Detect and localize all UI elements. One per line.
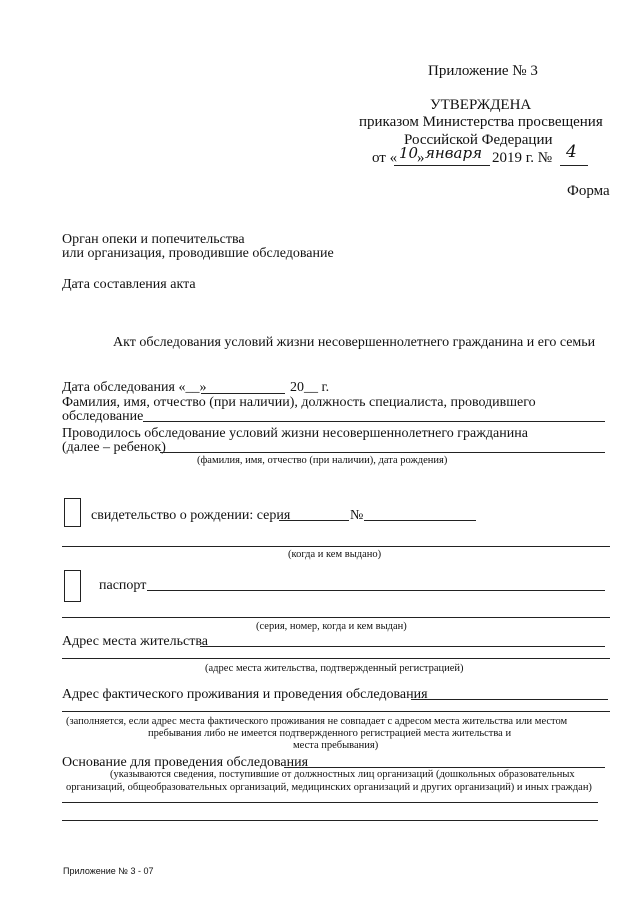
passport-note: (серия, номер, когда и кем выдан) xyxy=(256,621,407,632)
actual-address-line xyxy=(411,699,608,700)
quote-close: » xyxy=(417,150,425,166)
child-note: (фамилия, имя, отчество (при наличии), дата рождения) xyxy=(197,455,448,466)
child-label: Проводилось обследование условий жизни несовершеннолетнего гражданина xyxy=(62,426,528,441)
act-date-label: Дата составления акта xyxy=(62,277,196,292)
basis-note-1: (указываются сведения, поступившие от должностных лиц организаций (дошкольных образовательных xyxy=(110,769,575,780)
passport-checkbox[interactable] xyxy=(64,570,81,602)
specialist-label: Фамилия, имя, отчество (при наличии), должность специалиста, проводившего xyxy=(62,395,536,410)
actual-note-2: пребывания либо не имеется подтвержденного регистрацией места жительства и xyxy=(148,728,512,739)
form-label: Форма xyxy=(567,183,610,199)
handwritten-month: января xyxy=(425,144,483,162)
org-line1: Орган опеки и попечительства xyxy=(62,232,245,247)
birth-cert-number-line xyxy=(364,520,476,521)
basis-note-2: организаций, общеобразовательных организаций, медицинских организаций и других организаций) и иных граждан) xyxy=(66,782,592,793)
basis-line-3 xyxy=(62,820,598,821)
birth-cert-series-line xyxy=(279,520,349,521)
appendix-label: Приложение № 3 xyxy=(428,63,538,79)
birth-cert-note: (когда и кем выдано) xyxy=(288,549,382,560)
exam-date-label: Дата обследования «__» xyxy=(62,380,207,395)
passport-line-2 xyxy=(62,617,610,618)
child-line xyxy=(160,452,605,453)
actual-address-line-2 xyxy=(62,711,610,712)
birth-cert-number-sign: № xyxy=(350,508,364,523)
page-footer: Приложение № 3 - 07 xyxy=(63,866,154,876)
act-title: Акт обследования условий жизни несовершеннолетнего гражданина и его семьи xyxy=(113,335,596,350)
exam-month-line xyxy=(201,393,285,394)
approved-heading: УТВЕРЖДЕНА xyxy=(430,97,532,113)
actual-note-1: (заполняется, если адрес места фактического проживания не совпадает с адресом места жительства или местом xyxy=(66,716,568,727)
passport-label: паспорт xyxy=(99,578,147,593)
order-from: от « xyxy=(372,150,398,166)
handwritten-number: 4 xyxy=(566,142,577,162)
basis-line xyxy=(284,767,605,768)
specialist-label-2: обследование xyxy=(62,409,144,424)
passport-line xyxy=(147,590,605,591)
org-line2: или организация, проводившие обследование xyxy=(62,246,334,261)
child-label-2: (далее – ребенок) xyxy=(62,440,166,455)
actual-address-label: Адрес фактического проживания и проведения обследования xyxy=(62,687,428,702)
order-number-line xyxy=(560,165,588,166)
federation-line: Российской Федерации xyxy=(404,132,553,148)
specialist-line xyxy=(143,421,605,422)
actual-note-3: места пребывания) xyxy=(293,740,379,751)
birth-cert-issued-line xyxy=(62,546,610,547)
order-line: приказом Министерства просвещения xyxy=(359,114,603,130)
residence-label: Адрес места жительства xyxy=(62,634,208,649)
order-date-line xyxy=(394,165,490,166)
basis-label: Основание для проведения обследования xyxy=(62,755,309,770)
exam-year: 20__ г. xyxy=(290,380,330,395)
birth-cert-checkbox[interactable] xyxy=(64,498,81,527)
handwritten-day: 10 xyxy=(399,144,419,162)
basis-line-2 xyxy=(62,802,598,803)
residence-note: (адрес места жительства, подтвержденный регистрацией) xyxy=(205,663,464,674)
birth-cert-label: свидетельство о рождении: серия xyxy=(91,508,291,523)
residence-line xyxy=(200,646,605,647)
residence-line-2 xyxy=(62,658,610,659)
order-year: 2019 г. № xyxy=(492,150,553,166)
